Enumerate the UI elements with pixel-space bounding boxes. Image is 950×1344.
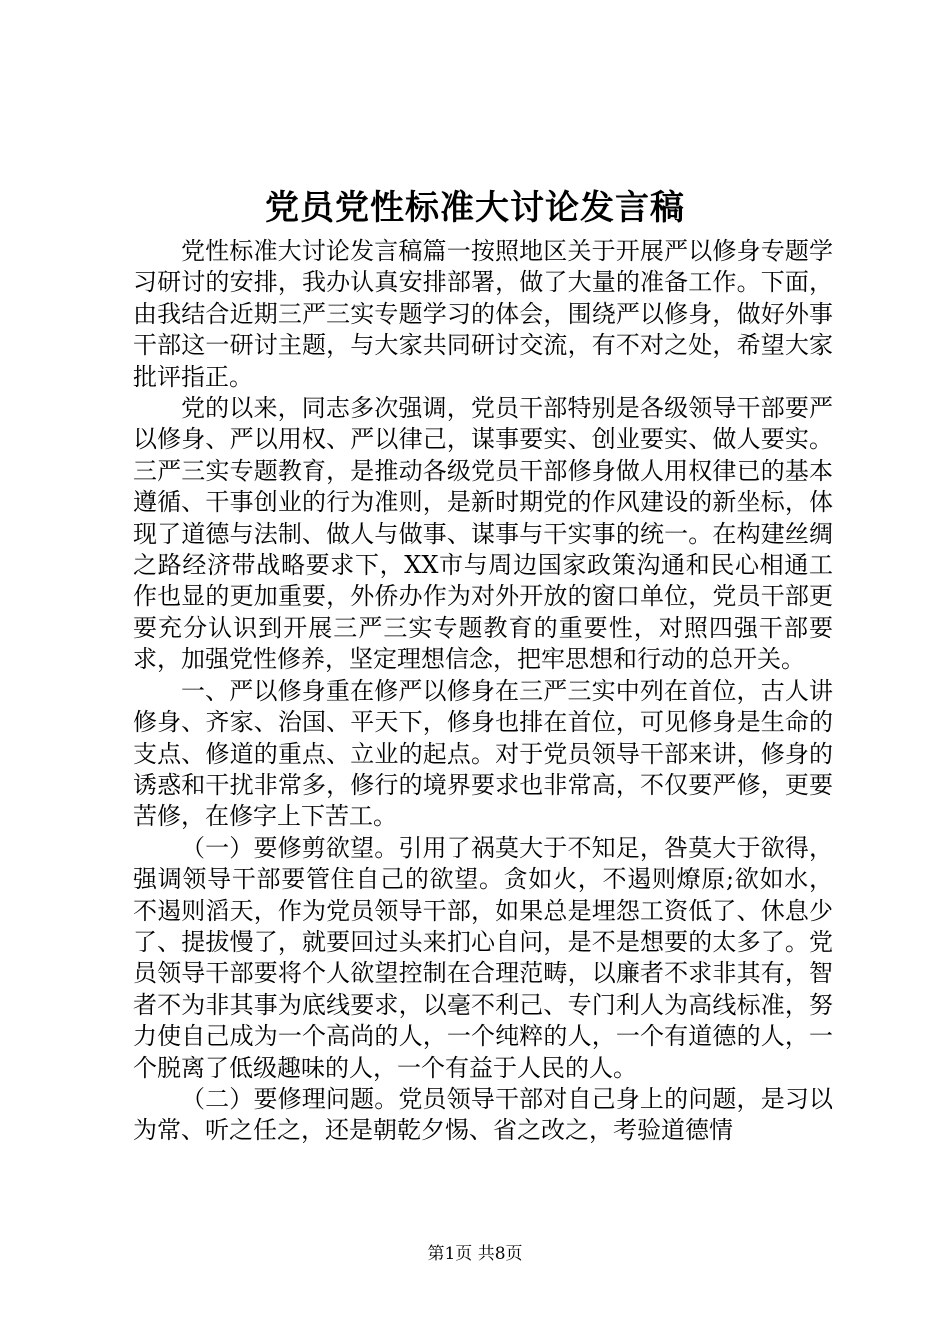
paragraph-intro: 党性标准大讨论发言稿篇一按照地区关于开展严以修身专题学习研讨的安排，我办认真安排部署，做了大量的准备工作。下面，由我结合近期三严三实专题学习的体会，围绕严以修身，做好外事干部这一研讨主题，与大家共同研讨交流，有不对之处，希望大家批评指正。 — [133, 237, 833, 391]
document-body — [133, 236, 833, 1147]
paragraph-background: 党的以来，同志多次强调，党员干部特别是各级领导干部要严以修身、严以用权、严以律己，谋事要实、创业要实、做人要实。三严三实专题教育，是推动各级党员干部修身做人用权律已的基本遵循、干事创业的行为准则，是新时期党的作风建设的新坐标，体现了道德与法制、做人与做事、谋事与干实事的统一。在构建丝绸之路经济带战略要求下，XX市与周边国家政策沟通和民心相通工作也显的更加重要，外侨办作为对外开放的窗口单位，党员干部更要充分认识到开展三严三实专题教育的重要性，对照四强干部要求，加强党性修养，坚定理想信念，把牢思想和行动的总开关。 — [133, 394, 833, 674]
document-title: 党员党性标准大讨论发言稿 — [265, 188, 685, 228]
paragraph-subsection-two: （二）要修理问题。党员领导干部对自己身上的问题，是习以为常、听之任之，还是朝乾夕惕、省之改之，考验道德情 — [133, 1084, 833, 1145]
paragraph-subsection-one: （一）要修剪欲望。引用了祸莫大于不知足，咎莫大于欲得，强调领导干部要管住自己的欲望。贪如火，不遏则燎原;欲如水，不遏则滔天，作为党员领导干部，如果总是埋怨工资低了、休息少了、提拔慢了，就要回过头来扪心自问，是不是想要的太多了。党员领导干部要将个人欲望控制在合理范畴，以廉者不求非其有，智者不为非其事为底线要求，以毫不利己、专门利人为高线标准，努力使自己成为一个高尚的人，一个纯粹的人，一个有道德的人，一个脱离了低级趣味的人，一个有益于人民的人。 — [133, 833, 833, 1082]
paragraph-section-one: 一、严以修身重在修严以修身在三严三实中列在首位，古人讲修身、齐家、治国、平天下，修身也排在首位，可见修身是生命的支点、修道的重点、立业的起点。对于党员领导干部来讲，修身的诱惑和干扰非常多，修行的境界要求也非常高，不仅要严修，更要苦修，在修字上下苦工。 — [133, 676, 833, 831]
page-number: 第1页 共8页 — [427, 1244, 523, 1264]
